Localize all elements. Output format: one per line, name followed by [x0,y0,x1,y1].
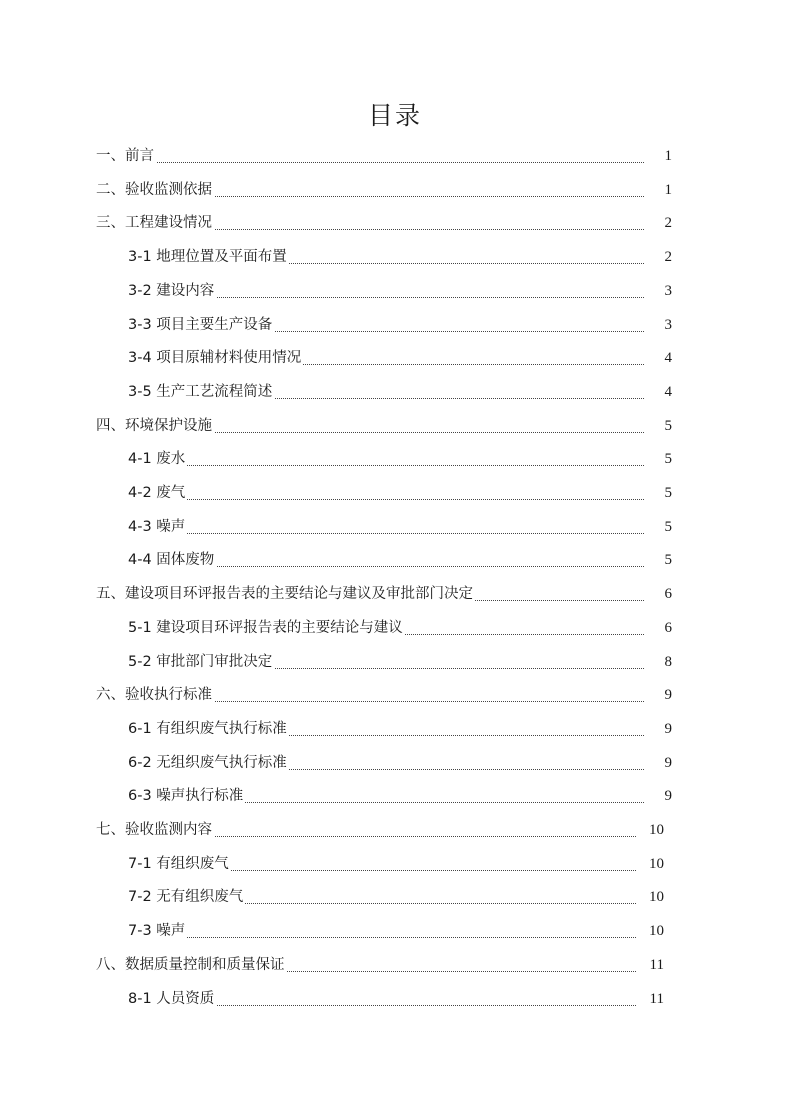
toc-leader-dots [132,925,636,938]
toc-entry[interactable] [0,144,790,168]
toc-entry-label: 3-4 项目原辅材料使用情况 [128,346,303,370]
toc-entry-label: 5-2 审批部门审批决定 [128,650,274,674]
toc-entry-page-number: 4 [662,380,673,404]
toc-entry-page-number: 10 [646,818,664,842]
toc-entry-label: 3-5 生产工艺流程简述 [128,380,274,404]
toc-entry[interactable] [0,784,790,808]
toc-entry[interactable] [0,414,790,438]
toc-entry-label: 6-2 无组织废气执行标准 [128,751,289,775]
toc-entry[interactable] [0,616,790,640]
toc-entry-page-number: 5 [662,515,673,539]
toc-entry-label: 五、建设项目环评报告表的主要结论与建议及审批部门决定 [96,582,475,606]
toc-leader-dots [132,521,644,534]
toc-entry-page-number: 5 [662,447,673,471]
toc-entry[interactable] [0,245,790,269]
toc-entry[interactable] [0,650,790,674]
toc-entry-label: 6-3 噪声执行标准 [128,784,245,808]
toc-entry-page-number: 4 [662,346,673,370]
toc-entry[interactable] [0,178,790,202]
toc-entry-page-number: 2 [662,211,673,235]
toc-entry-label: 六、验收执行标准 [96,683,214,707]
toc-entry[interactable] [0,818,790,842]
toc-entry-label: 5-1 建设项目环评报告表的主要结论与建议 [128,616,405,640]
toc-entry-page-number: 2 [662,245,673,269]
toc-entry-label: 4-4 固体废物 [128,548,216,572]
toc-entry-label: 八、数据质量控制和质量保证 [96,953,287,977]
toc-entry[interactable] [0,548,790,572]
toc-entry[interactable] [0,885,790,909]
toc-entry[interactable] [0,481,790,505]
toc-entry-page-number: 5 [662,548,673,572]
toc-entry-label: 4-3 噪声 [128,515,187,539]
toc-entry[interactable] [0,987,790,1011]
toc-entry-page-number: 8 [662,650,673,674]
toc-entry-page-number: 3 [662,313,673,337]
toc-entry-label: 3-3 项目主要生产设备 [128,313,274,337]
toc-entry[interactable] [0,346,790,370]
toc-leader-dots [100,150,644,163]
toc-entry-page-number: 9 [662,717,673,741]
toc-entry-label: 4-2 废气 [128,481,187,505]
toc-entry-label: 四、环境保护设施 [96,414,214,438]
toc-entry-label: 7-3 噪声 [128,919,187,943]
toc-entry-label: 三、工程建设情况 [96,211,214,235]
toc-entry[interactable] [0,919,790,943]
toc-entry-page-number: 11 [647,953,664,977]
toc-entry-page-number: 10 [646,852,664,876]
toc-entry-label: 7-1 有组织废气 [128,852,231,876]
toc-entry-label: 8-1 人员资质 [128,987,216,1011]
toc-entry-page-number: 10 [646,919,664,943]
toc-entry[interactable] [0,582,790,606]
toc-entry-page-number: 11 [647,987,664,1011]
toc-entry-label: 4-1 废水 [128,447,187,471]
toc-entry[interactable] [0,380,790,404]
toc-entry-page-number: 5 [662,481,673,505]
toc-entry[interactable] [0,953,790,977]
toc-entry-page-number: 1 [662,178,673,202]
toc-entry[interactable] [0,683,790,707]
toc-entry[interactable] [0,717,790,741]
toc-entry-label: 一、前言 [96,144,156,168]
toc-entry-page-number: 9 [662,784,673,808]
toc-entry-page-number: 3 [662,279,673,303]
toc-entry-page-number: 6 [662,582,673,606]
toc-entry-label: 3-1 地理位置及平面布置 [128,245,289,269]
toc-title: 目录 [367,101,422,130]
toc-entry-page-number: 6 [662,616,673,640]
toc-entry-label: 6-1 有组织废气执行标准 [128,717,289,741]
toc-entry-page-number: 9 [662,751,673,775]
toc-entry[interactable] [0,515,790,539]
toc-leader-dots [132,487,644,500]
toc-entry-page-number: 1 [662,144,673,168]
toc-entry[interactable] [0,313,790,337]
toc-entry-label: 7-2 无有组织废气 [128,885,245,909]
toc-leader-dots [132,453,644,466]
toc-entry-page-number: 5 [662,414,673,438]
toc-entry[interactable] [0,852,790,876]
toc-entry[interactable] [0,447,790,471]
toc-entry[interactable] [0,279,790,303]
toc-entry-page-number: 10 [646,885,664,909]
toc-entry[interactable] [0,751,790,775]
toc-entry-label: 七、验收监测内容 [96,818,214,842]
toc-entry-label: 二、验收监测依据 [96,178,214,202]
toc-entry-label: 3-2 建设内容 [128,279,216,303]
toc-entry-page-number: 9 [662,683,673,707]
toc-entry[interactable] [0,211,790,235]
